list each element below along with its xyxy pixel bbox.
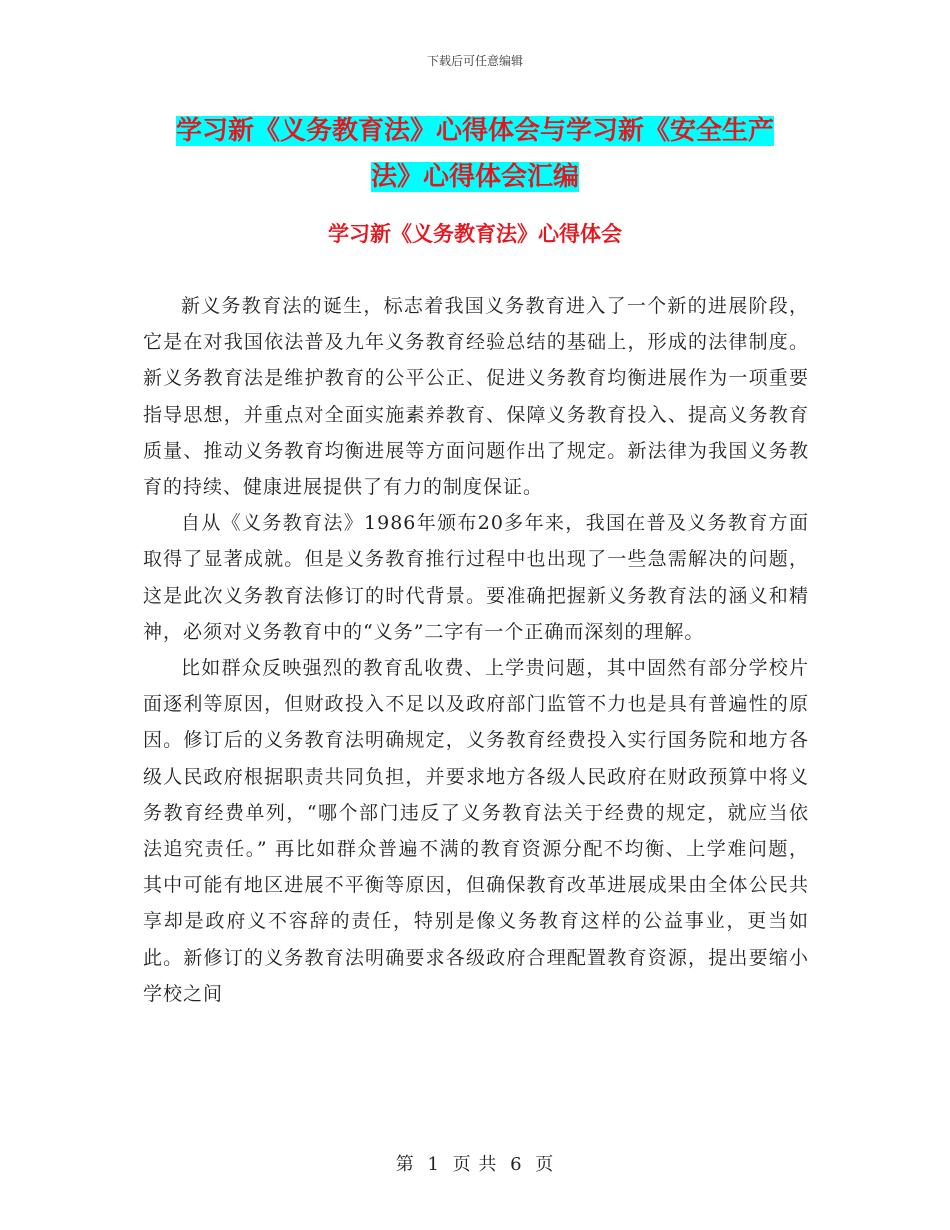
document-title: [150, 108, 800, 200]
paragraph: 新义务教育法的诞生，标志着我国义务教育进入了一个新的进展阶段，它是在对我国依法普及九年义务教育经验总结的基础上，形成的法律制度。新义务教育法是维护教育的公平公正、促进义务教育均衡进展作为一项重要指导思想，并重点对全面实施素养教育、保障义务教育投入、提高义务教育质量、推动义务教育均衡进展等方面问题作出了规定。新法律为我国义务教育的持续、健康进展提供了有力的制度保证。: [143, 295, 809, 499]
body-text: [143, 288, 809, 1012]
page-number: 1: [427, 1154, 440, 1175]
page-prefix: 第: [395, 1154, 415, 1175]
paragraph: 自从《义务教育法》1986年颁布20多年来，我国在普及义务教育方面取得了显著成就。但是义务教育推行过程中也出现了一些急需解决的问题，这是此次义务教育法修订的时代背景。要准确把握新义务教育法的涵义和精神，必须对义务教育中的“义务”二字有一个正确而深刻的理解。: [143, 512, 809, 643]
document-title-line1: 学习新《义务教育法》心得体会与学习新《安全生产: [175, 116, 774, 146]
header-note: 下载后可任意编辑: [426, 54, 523, 68]
paragraph: 比如群众反映强烈的教育乱收费、上学贵问题，其中固然有部分学校片面逐利等原因，但财政投入不足以及政府部门监管不力也是具有普遍性的原因。修订后的义务教育法明确规定，义务教育经费投入实行国务院和地方各级人民政府根据职责共同负担，并要求地方各级人民政府在财政预算中将义务教育经费单列，“哪个部门违反了义务教育法关于经费的规定，就应当依法追究责任。” 再比如群众普遍不满的教育资源分配不均衡、上学难问题，其中可能有地区进展不平衡等原因，但确保教育改革进展成果由全体公民共享却是政府义不容辞的责任，特别是像义务教育这样的公益事业，更当如此。新修订的义务教育法明确要求各级政府合理配置教育资源，提出要缩小学校之间: [143, 657, 809, 1005]
section-title: 学习新《义务教育法》心得体会: [328, 222, 622, 246]
page-total: 6: [510, 1154, 523, 1175]
document-title-line2: 法》心得体会汇编: [370, 162, 579, 192]
page-footer: [0, 1150, 950, 1176]
page-mid: 页 共: [452, 1154, 498, 1175]
page-suffix: 页: [535, 1154, 555, 1175]
